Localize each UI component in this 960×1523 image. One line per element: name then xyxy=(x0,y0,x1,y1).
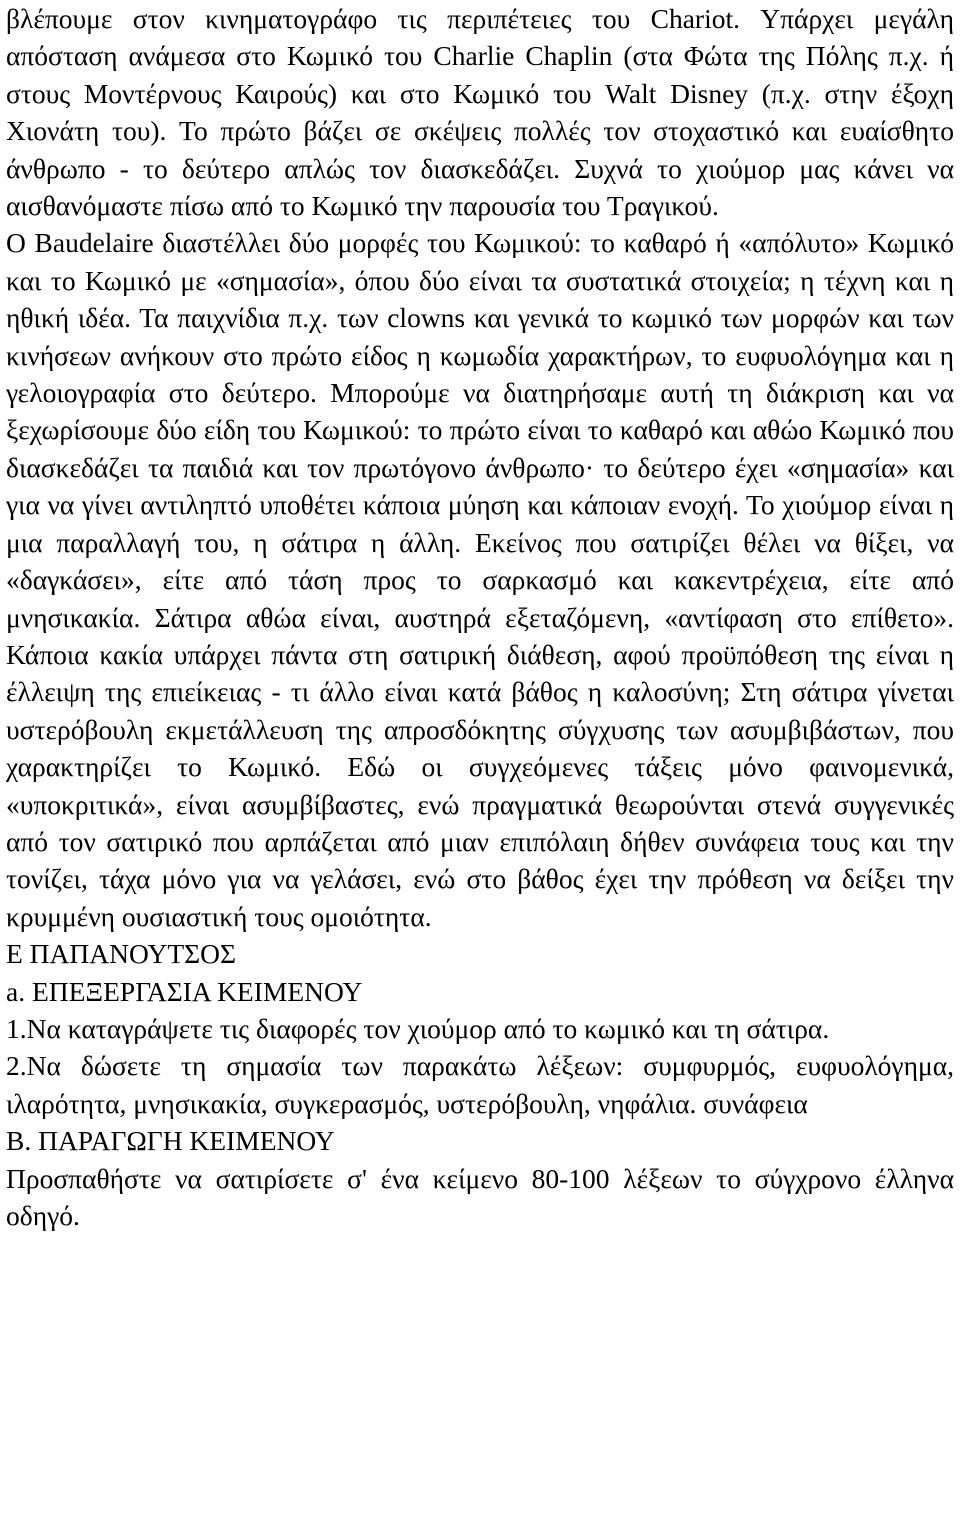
question-1: 1.Να καταγράψετε τις διαφορές τον χιούμορ από το κωμικό και τη σάτιρα. xyxy=(6,1012,830,1044)
section-b-heading: B. ΠΑΡΑΓΩΓΗ ΚΕΙΜΕΝΟΥ xyxy=(6,1125,335,1157)
section-a-heading: a. ΕΠΕΞΕΡΓΑΣΙΑ ΚΕΙΜΕΝΟΥ xyxy=(6,975,363,1007)
body-paragraph-1: βλέπουμε στον κινηματογράφο τις περιπέτειες του Chariot. Υπάρχει μεγάλη απόσταση ανάμεσα στο Κωμικό του Charlie Chaplin (στα Φώτα της Πόλης π.χ. ή στους Μοντέρνους Καιρούς) και στο Κωμικό του Walt Disney (π.χ. στην έξοχη Χιονάτη του). Το πρώτο βάζει σε σκέψεις πολλές τον στοχαστικό και ευαίσθητο άνθρωπο - το δεύτερο απλώς τον διασκεδάζει. Συχνά το χιούμορ μας κάνει να αισθανόμαστε πίσω από το Κωμικό την παρουσία του Τραγικού. xyxy=(6,3,954,222)
document-page xyxy=(6,0,954,1234)
question-2: 2.Να δώσετε τη σημασία των παρακάτω λέξεων: συμφυρμός, ευφυολόγημα, ιλαρότητα, μνησικακία, συγκερασμός, υστερόβουλη, νηφάλια. συνάφεια xyxy=(6,1050,954,1119)
task-b: Προσπαθήστε να σατιρίσετε σ' ένα κείμενο 80-100 λέξεων το σύγχρονο έλληνα οδηγό. xyxy=(6,1162,954,1231)
body-paragraph-2: Ο Baudelaire διαστέλλει δύο μορφές του Κωμικού: το καθαρό ή «απόλυτο» Κωμικό και το Κωμικό με «σημασία», όπου δύο είναι τα συστατικά στοιχεία; η τέχνη και η ηθική ιδέα. Τα παιχνίδια π.χ. των clowns και γενικά το κωμικό των μορφών και των κινήσεων ανήκουν στο πρώτο είδος η κωμωδία χαρακτήρων, το ευφυολόγημα και η γελοιογραφία στο δεύτερο. Μπορούμε να διατηρήσαμε αυτή τη διάκριση και να ξεχωρίσουμε δύο είδη του Κωμικού: το πρώτο είναι το καθαρό και αθώο Κωμικό που διασκεδάζει τα παιδιά και τον πρωτόγονο άνθρωπο· το δεύτερο έχει «σημασία» και για να γίνει αντιληπτό υποθέτει κάποια μύηση και κάποιαν ενοχή. Το χιούμορ είναι η μια παραλλαγή του, η σάτιρα η άλλη. Εκείνος που σατιρίζει θέλει να θίξει, να «δαγκάσει», είτε από τάση προς το σαρκασμό και κακεντρέχεια, είτε από μνησικακία. Σάτιρα αθώα είναι, αυστηρά εξεταζόμενη, «αντίφαση στο επίθετο». Κάποια κακία υπάρχει πάντα στη σατιρική διάθεση, αφού προϋπόθεση της είναι η έλλειψη της επιείκειας - τι άλλο είναι κατά βάθος η καλοσύνη; Στη σάτιρα γίνεται υστερόβουλη εκμετάλλευση της απροσδόκητης σύγχυσης των ασυμβιβάστων, που χαρακτηρίζει το Κωμικό. Εδώ οι συγχεόμενες τάξεις μόνο φαινομενικά, «υποκριτικά», είναι ασυμβίβαστες, ενώ πραγματικά θεωρούνται στενά συγγενικές από τον σατιρικό που αρπάζεται από μιαν επιπόλαιη δήθεν συνάφεια τους και την τονίζει, τάχα μόνο για να γελάσει, ενώ στο βάθος έχει την πρόθεση να δείξει την κρυμμένη ουσιαστική τους ομοιότητα. xyxy=(6,227,954,932)
author-name: Ε ΠΑΠΑΝΟΥΤΣΟΣ xyxy=(6,938,236,970)
